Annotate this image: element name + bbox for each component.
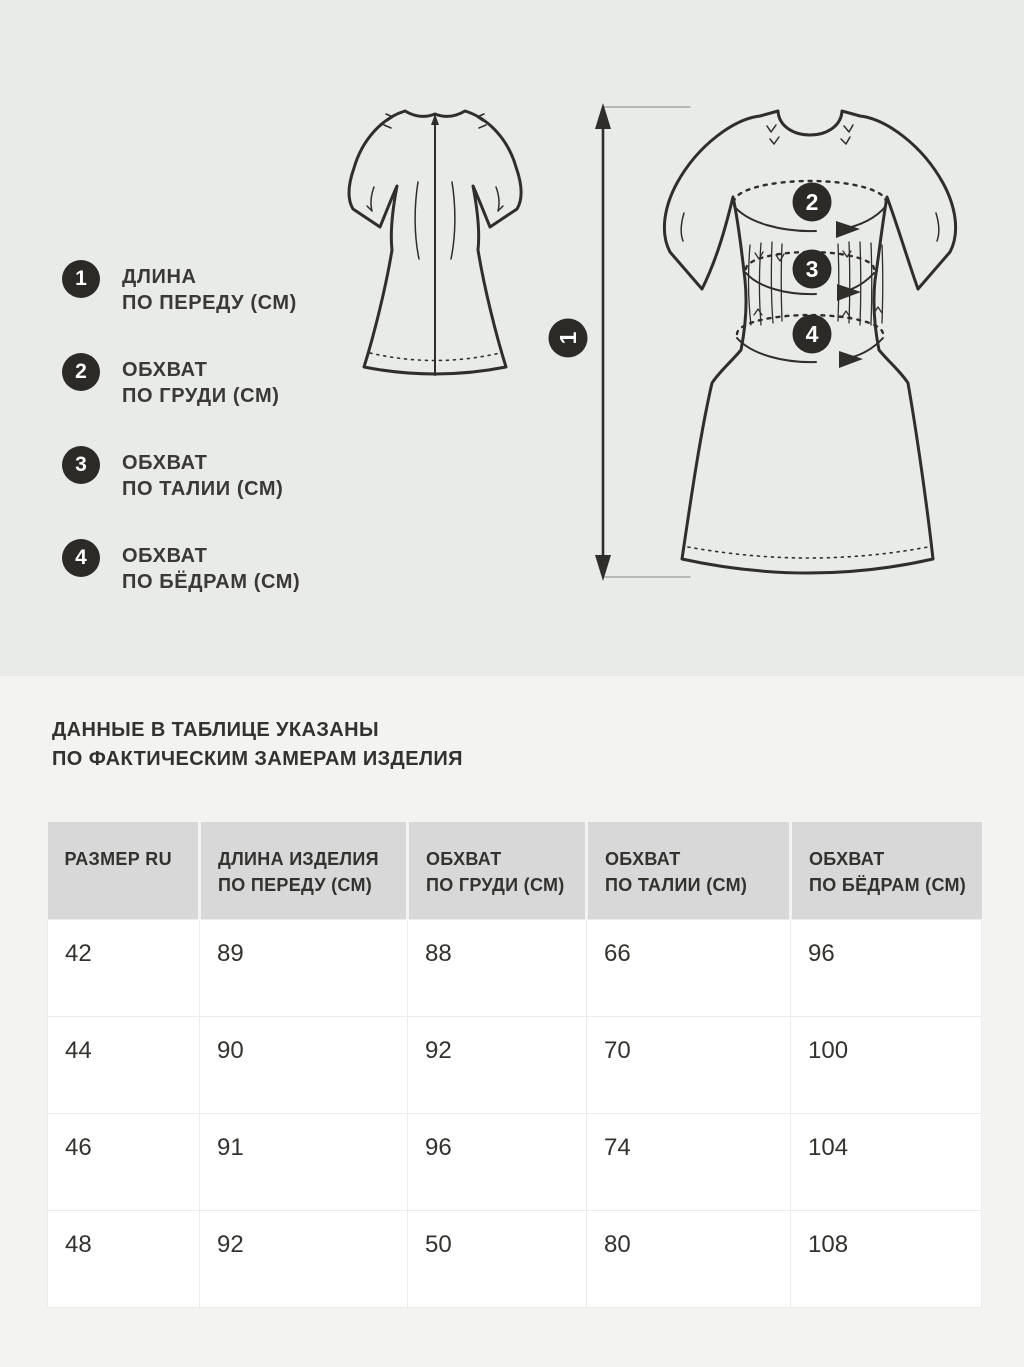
cell-chest: 92 [408,1016,587,1113]
cell-waist: 80 [587,1210,791,1307]
diagram-badge-2-label: 2 [805,189,819,215]
header-size-ru [48,822,200,919]
cell-length: 90 [200,1016,408,1113]
legend-label-line: ОБХВАТ [122,545,208,567]
diagram-badge-1-label: 1 [555,331,581,345]
cell-length: 91 [200,1113,408,1210]
header-line: ПО БЁДРАМ (СМ) [809,875,967,895]
legend-badge-3: 3 [62,446,100,484]
cell-size: 42 [48,919,200,1016]
table-note-line: ДАННЫЕ В ТАБЛИЦЕ УКАЗАНЫ [52,719,379,741]
legend-item-length [62,260,300,316]
header-line: ОБХВАТ [426,849,502,869]
header-hips [791,822,982,919]
legend-label-line: ДЛИНА [122,266,197,288]
table-row [48,919,982,1016]
header-line: ОБХВАТ [605,849,681,869]
table-row [48,1113,982,1210]
cell-hips: 96 [791,919,982,1016]
diagram-badge-3-label: 3 [805,256,819,282]
cell-waist: 74 [587,1113,791,1210]
cell-length: 89 [200,919,408,1016]
cell-size: 44 [48,1016,200,1113]
cell-hips: 108 [791,1210,982,1307]
cell-size: 48 [48,1210,200,1307]
size-table [47,822,982,1308]
table-note [52,716,463,774]
diagram-badge-4-label: 4 [805,321,819,347]
legend-label-chest [122,353,279,409]
header-line: ПО ГРУДИ (СМ) [426,875,565,895]
legend-label-line: ПО ТАЛИИ (СМ) [122,478,284,500]
header-length-front [200,822,408,919]
table-note-line: ПО ФАКТИЧЕСКИМ ЗАМЕРАМ ИЗДЕЛИЯ [52,748,463,770]
header-line: ПО ТАЛИИ (СМ) [605,875,748,895]
legend-item-waist [62,446,300,502]
cell-size: 46 [48,1113,200,1210]
legend-label-waist [122,446,283,502]
header-line: ДЛИНА ИЗДЕЛИЯ [218,849,379,869]
cell-hips: 100 [791,1016,982,1113]
legend-item-chest [62,353,300,409]
cell-waist: 70 [587,1016,791,1113]
header-line: РАЗМЕР RU [64,849,172,869]
dress-back-drawing [349,111,521,375]
legend-label-line: ОБХВАТ [122,359,208,381]
legend-badge-1: 1 [62,260,100,298]
header-line: ПО ПЕРЕДУ (СМ) [218,875,373,895]
legend-label-length [122,260,297,316]
cell-hips: 104 [791,1113,982,1210]
size-table-section [0,676,1024,1367]
size-table-header [48,822,982,919]
length-arrow [549,103,691,581]
measurement-legend [62,260,300,632]
table-row [48,1016,982,1113]
table-row [48,1210,982,1307]
legend-badge-4: 4 [62,539,100,577]
cell-chest: 88 [408,919,587,1016]
header-waist [587,822,791,919]
legend-label-line: ПО ГРУДИ (СМ) [122,385,280,407]
measurement-diagram-section [0,0,1024,676]
header-line: ОБХВАТ [809,849,885,869]
size-table-body [48,919,982,1307]
legend-item-hips [62,539,300,595]
cell-chest: 50 [408,1210,587,1307]
legend-label-line: ПО ПЕРЕДУ (СМ) [122,292,297,314]
legend-badge-2: 2 [62,353,100,391]
header-chest [408,822,587,919]
dress-measurement-drawing [330,95,990,595]
cell-waist: 66 [587,919,791,1016]
cell-chest: 96 [408,1113,587,1210]
legend-label-line: ПО БЁДРАМ (СМ) [122,571,301,593]
legend-label-hips [122,539,300,595]
cell-length: 92 [200,1210,408,1307]
legend-label-line: ОБХВАТ [122,452,208,474]
dress-front-drawing [664,111,955,573]
